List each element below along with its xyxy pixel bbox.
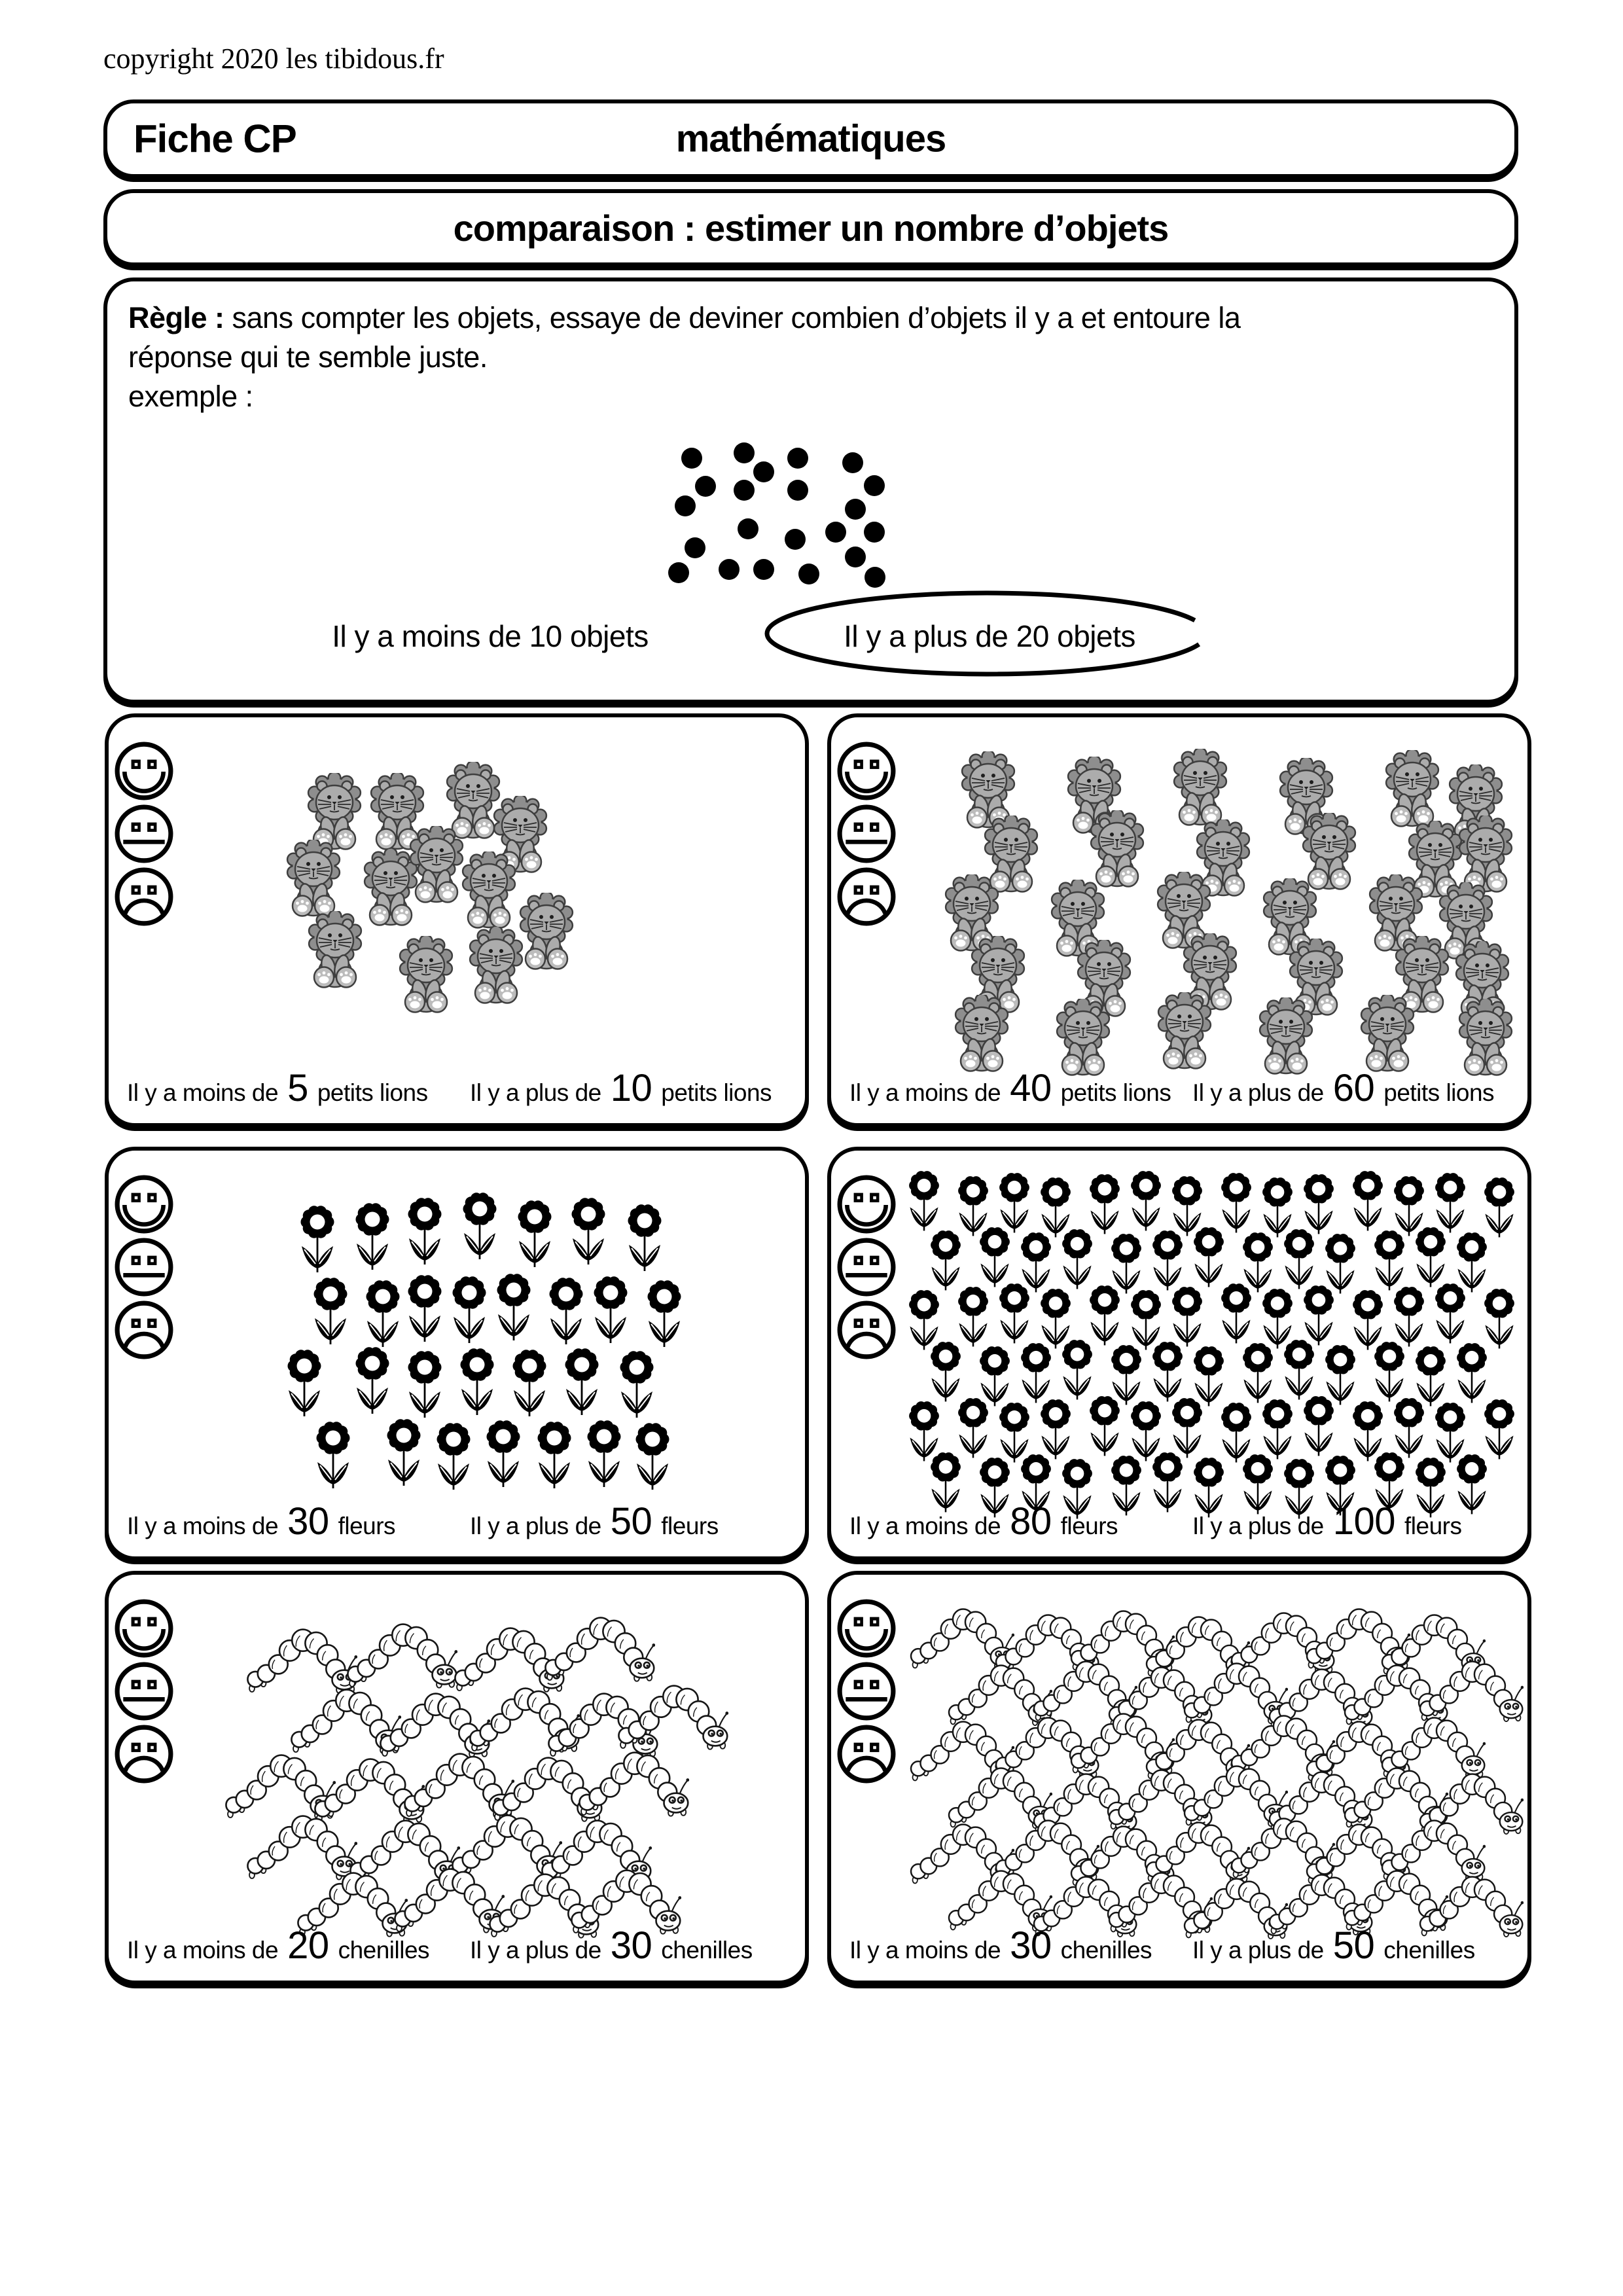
example-answer-more[interactable]: Il y a plus de 20 objets: [844, 619, 1135, 653]
rule-line-1: Règle : sans compter les objets, essaye de deviner combien d’objets il y a et entoure la: [128, 301, 1241, 334]
flower-icon: [562, 1347, 602, 1424]
flower-icon: [457, 1347, 497, 1424]
example-answer-less[interactable]: Il y a moins de 10 objets: [332, 619, 649, 653]
lion-icon: [302, 911, 368, 990]
subject-label: mathématiques: [675, 117, 946, 160]
exercise-box: [105, 1571, 809, 1984]
answer-option-more[interactable]: Il y a plus de 60 petits lions: [1192, 1067, 1495, 1109]
page-title: comparaison : estimer un nombre d’objets: [453, 207, 1169, 249]
lion-icon: [1050, 999, 1116, 1077]
answer-option-more[interactable]: Il y a plus de 30 chenilles: [470, 1924, 753, 1967]
example-dot: [787, 448, 808, 469]
example-dot: [738, 518, 758, 539]
flower-icon: [352, 1346, 393, 1423]
copyright-text: copyright 2020 les tibidous.fr: [103, 43, 444, 75]
flower-icon: [297, 1204, 338, 1282]
objects-cluster: [109, 717, 805, 1123]
flower-icon: [632, 1422, 673, 1499]
exercise-box: [827, 1147, 1531, 1560]
example-dot: [719, 559, 740, 580]
lion-icon: [1355, 995, 1420, 1073]
rule-box: [103, 278, 1518, 704]
example-dot: [845, 547, 866, 567]
lion-icon: [1380, 750, 1445, 829]
example-dot: [753, 559, 774, 580]
lion-icon: [1152, 992, 1217, 1071]
lion-icon: [1168, 749, 1233, 827]
example-dot: [668, 562, 689, 583]
example-dot: [845, 499, 866, 520]
example-dot: [865, 567, 885, 588]
example-dot: [685, 537, 705, 558]
title-box: [103, 189, 1518, 266]
flower-icon: [313, 1420, 353, 1498]
sheet-level-label: Fiche CP: [134, 117, 296, 161]
answer-option-less[interactable]: Il y a moins de 30 chenilles: [849, 1924, 1152, 1967]
example-dot: [864, 475, 885, 496]
example-dot: [825, 522, 846, 543]
example-dot: [798, 564, 819, 584]
flower-icon: [546, 1276, 586, 1354]
lion-icon: [281, 840, 346, 918]
rule-label: Règle :: [128, 301, 224, 334]
answer-option-less[interactable]: Il y a moins de 40 petits lions: [849, 1067, 1171, 1109]
flower-icon: [514, 1199, 555, 1276]
example-dot: [864, 522, 885, 543]
flower-icon: [584, 1419, 624, 1496]
flower-icon: [644, 1279, 685, 1356]
objects-cluster: [831, 717, 1527, 1123]
answer-option-less[interactable]: Il y a moins de 30 fleurs: [127, 1500, 396, 1543]
example-dot: [734, 442, 755, 463]
flower-icon: [404, 1274, 445, 1351]
rule-text: [107, 281, 1514, 416]
answer-option-more[interactable]: Il y a plus de 100 fleurs: [1192, 1500, 1462, 1543]
answer-option-less[interactable]: Il y a moins de 20 chenilles: [127, 1924, 430, 1967]
flower-icon: [363, 1279, 403, 1356]
flower-icon: [383, 1418, 424, 1495]
exercise-box: [105, 713, 809, 1127]
answer-option-more[interactable]: Il y a plus de 10 petits lions: [470, 1067, 772, 1109]
flower-icon: [449, 1275, 490, 1352]
flower-icon: [459, 1191, 500, 1268]
lion-icon: [393, 936, 459, 1014]
header-box: [103, 99, 1518, 178]
flower-icon: [590, 1275, 631, 1352]
flower-icon: [310, 1276, 351, 1354]
flower-icon: [568, 1196, 609, 1274]
answer-option-more[interactable]: Il y a plus de 50 fleurs: [470, 1500, 719, 1543]
circled-answer-ellipse: [757, 587, 1221, 680]
flower-icon: [404, 1196, 445, 1274]
flower-icon: [509, 1348, 550, 1426]
objects-cluster: [831, 1575, 1527, 1981]
example-dot: [753, 461, 774, 482]
rule-line-2: réponse qui te semble juste.: [128, 340, 488, 374]
lion-icon: [1453, 999, 1518, 1077]
objects-cluster: [831, 1151, 1527, 1556]
lion-icon: [456, 852, 522, 930]
exercise-box: [827, 713, 1531, 1127]
lion-icon: [949, 995, 1014, 1073]
example-dot: [785, 529, 806, 550]
flower-icon: [534, 1420, 575, 1498]
example-dot: [681, 448, 702, 469]
lion-icon: [1084, 810, 1150, 889]
answer-option-less[interactable]: Il y a moins de 80 fleurs: [849, 1500, 1118, 1543]
exercise-box: [105, 1147, 809, 1560]
flower-icon: [404, 1350, 445, 1427]
flower-icon: [483, 1419, 524, 1496]
lion-icon: [1253, 997, 1319, 1076]
rule-line-3: exemple :: [128, 379, 253, 413]
example-dot: [734, 480, 755, 501]
flower-icon: [284, 1348, 325, 1426]
lion-icon: [514, 893, 579, 971]
objects-cluster: [109, 1575, 805, 1981]
flower-icon: [493, 1272, 534, 1350]
example-dot: [787, 480, 808, 501]
flower-icon: [1149, 1451, 1186, 1520]
example-dot: [842, 452, 863, 473]
flower-icon: [433, 1422, 474, 1499]
objects-cluster: [109, 1151, 805, 1556]
exercise-box: [827, 1571, 1531, 1984]
flower-icon: [352, 1202, 393, 1279]
flower-icon: [616, 1350, 657, 1427]
example-dot: [695, 476, 716, 497]
answer-option-less[interactable]: Il y a moins de 5 petits lions: [127, 1067, 428, 1109]
flower-icon: [624, 1203, 665, 1280]
example-dot: [675, 495, 696, 516]
answer-option-more[interactable]: Il y a plus de 50 chenilles: [1192, 1924, 1475, 1967]
